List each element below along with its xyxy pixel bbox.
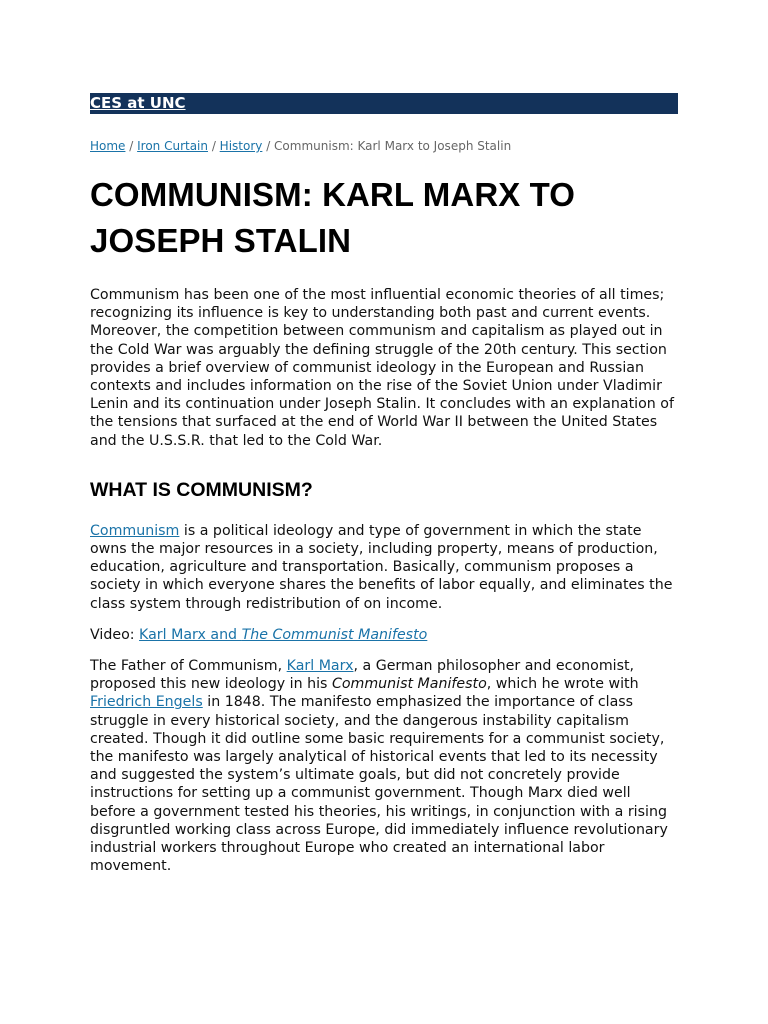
- communism-definition-paragraph: [90, 522, 678, 613]
- site-name-link[interactable]: CES at UNC: [90, 94, 186, 112]
- breadcrumb-separator: /: [262, 139, 275, 153]
- video-link[interactable]: [139, 627, 427, 643]
- video-link-text: Karl Marx and: [139, 626, 242, 643]
- karl-marx-link[interactable]: Karl Marx: [286, 658, 354, 675]
- breadcrumb-separator: /: [125, 139, 138, 153]
- friedrich-engels-link[interactable]: Friedrich Engels: [90, 694, 203, 711]
- section-heading-what-is-communism: WHAT IS COMMUNISM?: [90, 478, 313, 501]
- father-text-3: , which he wrote with: [486, 676, 639, 693]
- site-header-bar: [90, 93, 678, 114]
- father-of-communism-paragraph: [90, 657, 678, 875]
- father-text-2: , a German philosopher and economist, proposed this new ideology in his: [90, 658, 635, 693]
- breadcrumb-current: Communism: Karl Marx to Joseph Stalin: [274, 139, 512, 153]
- page-content: [90, 93, 678, 875]
- video-paragraph: [90, 626, 678, 644]
- page-title-line1: COMMUNISM: KARL MARX TO: [90, 176, 576, 213]
- page-title: [90, 172, 678, 264]
- breadcrumb-home-link[interactable]: Home: [90, 139, 126, 153]
- intro-paragraph: Communism has been one of the most influential economic theories of all times; recognizing its influence is key to understanding both past and current events. Moreover, the competition between communism and capitalism as played out in the Cold War was arguably the defining struggle of the 20th century. This section provides a brief overview of communist ideology in the European and Russian contexts and includes information on the rise of the Soviet Union under Vladimir Lenin and its continuation under Joseph Stalin. It concludes with an explanation of the tensions that surfaced at the end of World War II between the United States and the U.S.S.R. that led to the Cold War.: [90, 287, 674, 449]
- page-title-line2: JOSEPH STALIN: [90, 222, 352, 259]
- breadcrumb: [90, 138, 678, 154]
- video-link-title: The Communist Manifesto: [241, 626, 428, 643]
- communism-link[interactable]: Communism: [90, 522, 180, 539]
- communism-definition-text: is a political ideology and type of government in which the state owns the major resources in a society, including property, means of production, education, agriculture and transportation. Basically, communism proposes a society in which everyone shares the benefits of labor equally, and eliminates the class system through redistribution of on income.: [90, 522, 673, 612]
- breadcrumb-iron-curtain-link[interactable]: Iron Curtain: [137, 139, 208, 153]
- video-label: Video:: [90, 626, 140, 643]
- father-text-1: The Father of Communism,: [90, 658, 287, 675]
- communist-manifesto-title: Communist Manifesto: [331, 676, 487, 693]
- breadcrumb-history-link[interactable]: History: [219, 139, 263, 153]
- father-text-4: in 1848. The manifesto emphasized the importance of class struggle in every historical society, and the dangerous instability capitalism created. Though it did outline some basic requirements for a communist society, the manifesto was largely analytical of historical events that led to its necessity and suggested the system’s ultimate goals, but did not concretely provide instructions for setting up a communist government. Though Marx died well before a government tested his theories, his writings, in conjunction with a rising disgruntled working class across Europe, did immediately influence revolutionary industrial workers throughout Europe who created an international labor movement.: [90, 694, 668, 875]
- breadcrumb-separator: /: [208, 139, 220, 153]
